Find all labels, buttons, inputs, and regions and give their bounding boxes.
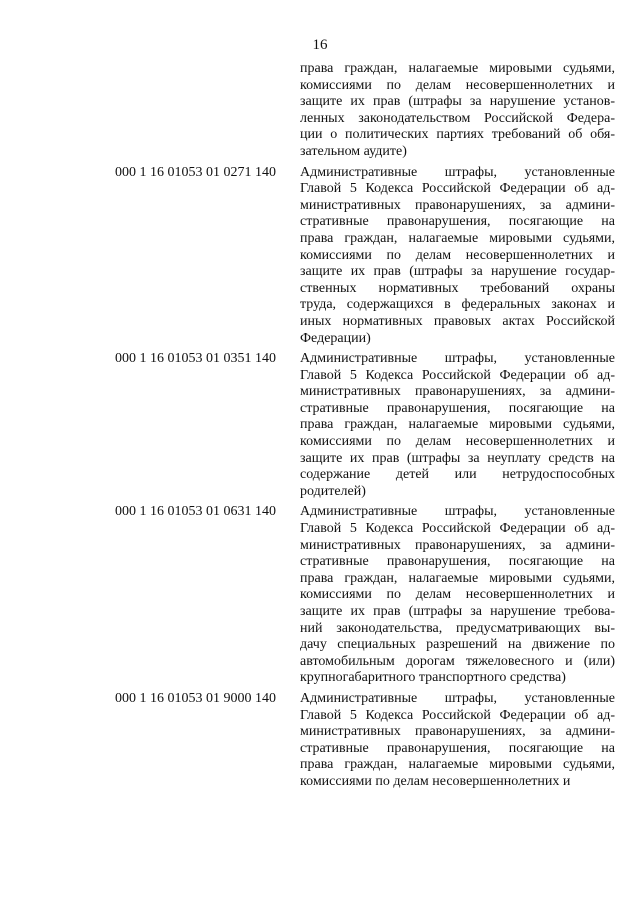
description-line: содержание детей или нетрудоспособных: [300, 467, 615, 483]
description-line: комиссиями по делам несовершеннолетних и: [300, 773, 571, 789]
description-line: стративные правонарушения, посягающие на: [300, 400, 615, 416]
classification-code: 000 1 16 01053 01 0351 140: [115, 351, 276, 367]
description-line: министративных правонарушениях, за админи-: [300, 724, 615, 740]
table-row: [115, 351, 615, 500]
classification-code: 000 1 16 01053 01 0271 140: [115, 164, 276, 180]
description-line: автомобильным дорогам тяжеловесного и (или): [300, 653, 615, 669]
classification-description: [300, 165, 615, 348]
table-row: [115, 61, 615, 161]
description-line: права граждан, налагаемые мировыми судьями,: [300, 417, 615, 433]
description-line: защите их прав (штрафы за нарушение государ-: [300, 264, 615, 280]
description-line: комиссиями по делам несовершеннолетних и: [300, 587, 615, 603]
table-row: [115, 504, 615, 687]
description-line: стративные правонарушения, посягающие на: [300, 214, 615, 230]
description-line: ственных нормативных требований охраны: [300, 280, 615, 296]
description-line: зательном аудите): [300, 143, 407, 159]
description-line: крупногабаритного транспортного средства): [300, 670, 566, 686]
classification-code: 000 1 16 01053 01 0631 140: [115, 504, 276, 520]
description-line: министративных правонарушениях, за админи-: [300, 384, 615, 400]
description-line: права граждан, налагаемые мировыми судьями,: [300, 757, 615, 773]
table-row: [115, 691, 615, 791]
description-line: дачу специальных разрешений на движение по: [300, 637, 615, 653]
description-line: труда, содержащихся в федеральных законах и: [300, 297, 615, 313]
description-line: права граждан, налагаемые мировыми судьями,: [300, 570, 615, 586]
description-line: Главой 5 Кодекса Российской Федерации об ад-: [300, 367, 615, 383]
description-line: Главой 5 Кодекса Российской Федерации об ад-: [300, 707, 615, 723]
description-line: министративных правонарушениях, за админи-: [300, 197, 615, 213]
description-line: Федерации): [300, 330, 371, 346]
description-line: ний законодательства, предусматривающих вы-: [300, 620, 615, 636]
description-line: министративных правонарушениях, за админи-: [300, 537, 615, 553]
description-line: ленных законодательством Российской Федера-: [300, 110, 615, 126]
description-line: стративные правонарушения, посягающие на: [300, 554, 615, 570]
page-number: 16: [312, 37, 328, 53]
budget-classification-table: [115, 61, 615, 795]
description-line: Главой 5 Кодекса Российской Федерации об ад-: [300, 521, 615, 537]
classification-description: [300, 61, 615, 161]
description-line: права граждан, налагаемые мировыми судьями,: [300, 61, 615, 76]
table-row: [115, 165, 615, 348]
description-line: комиссиями по делам несовершеннолетних и: [300, 77, 615, 93]
description-line: Административные штрафы, установленные: [300, 504, 615, 520]
description-line: защите их прав (штрафы за нарушение установ-: [300, 94, 615, 110]
classification-code: 000 1 16 01053 01 9000 140: [115, 690, 276, 706]
description-line: ции о политических партиях требований об обя-: [300, 127, 615, 143]
description-line: защите их прав (штрафы за нарушение требова-: [300, 604, 615, 619]
classification-description: [300, 351, 615, 500]
description-line: родителей): [300, 483, 366, 499]
classification-description: [300, 691, 615, 791]
description-line: стративные правонарушения, посягающие на: [300, 740, 615, 756]
description-line: права граждан, налагаемые мировыми судьями,: [300, 230, 615, 246]
description-line: комиссиями по делам несовершеннолетних и: [300, 247, 615, 263]
description-line: Административные штрафы, установленные: [300, 351, 615, 367]
description-line: иных нормативных правовых актах Российской: [300, 313, 615, 329]
classification-description: [300, 504, 615, 687]
description-line: комиссиями по делам несовершеннолетних и: [300, 434, 615, 450]
description-line: Административные штрафы, установленные: [300, 164, 615, 180]
description-line: защите их прав (штрафы за неуплату средств на: [300, 450, 615, 466]
description-line: Главой 5 Кодекса Российской Федерации об ад-: [300, 181, 615, 197]
description-line: Административные штрафы, установленные: [300, 690, 615, 706]
